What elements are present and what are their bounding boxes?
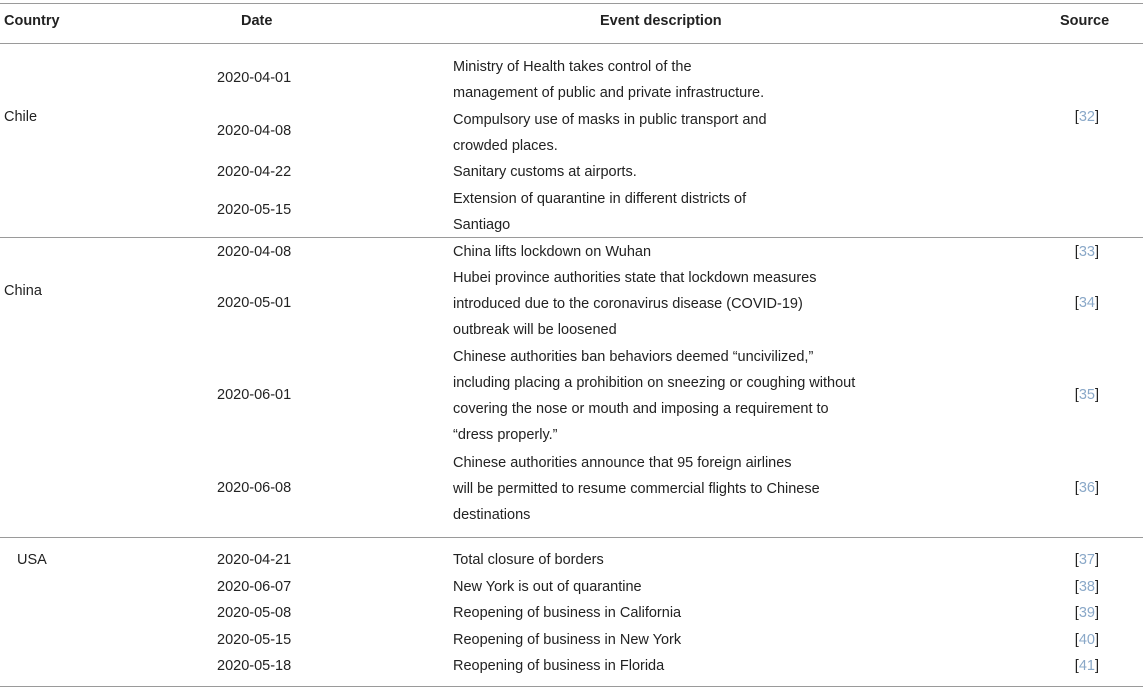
date-cell: 2020-04-22 (217, 164, 292, 180)
event-line: crowded places. (453, 138, 558, 154)
date-cell: 2020-05-18 (217, 658, 292, 674)
event-line: Reopening of business in California (453, 605, 682, 621)
source-link[interactable]: 39 (1078, 605, 1095, 621)
date-cell: 2020-04-08 (217, 123, 292, 139)
event-line: “dress properly.” (453, 427, 558, 443)
date-cell: 2020-05-15 (217, 632, 292, 648)
event-line: Santiago (453, 217, 511, 233)
date-cell: 2020-06-08 (217, 480, 292, 496)
country-china: China (4, 283, 42, 299)
header-date: Date (241, 13, 273, 29)
table-top-rule (0, 3, 1143, 4)
event-line: outbreak will be loosened (453, 322, 617, 338)
event-line: destinations (453, 507, 531, 523)
date-cell: 2020-05-15 (217, 202, 292, 218)
date-cell: 2020-04-21 (217, 552, 292, 568)
source-link[interactable]: 37 (1078, 552, 1095, 568)
source-ref[interactable]: [35] (1074, 387, 1099, 403)
event-line: Ministry of Health takes control of the (453, 59, 692, 75)
event-line: Extension of quarantine in different districts of (453, 191, 747, 207)
header-country: Country (4, 13, 60, 29)
event-line: including placing a prohibition on sneezing or coughing without (453, 375, 856, 391)
source-ref[interactable]: [37] (1074, 552, 1099, 568)
date-cell: 2020-04-08 (217, 244, 292, 260)
source-link[interactable]: 40 (1078, 632, 1095, 648)
event-line: Hubei province authorities state that lockdown measures (453, 270, 817, 286)
event-line: covering the nose or mouth and imposing a requirement to (453, 401, 829, 417)
source-ref[interactable]: [36] (1074, 480, 1099, 496)
group-rule (0, 237, 1143, 238)
event-line: New York is out of quarantine (453, 579, 642, 595)
source-link[interactable]: 33 (1078, 244, 1095, 260)
source-ref[interactable]: [34] (1074, 295, 1099, 311)
event-line: China lifts lockdown on Wuhan (453, 244, 652, 260)
header-source: Source (1060, 13, 1110, 29)
event-line: Chinese authorities ban behaviors deemed “uncivilized,” (453, 349, 814, 365)
date-cell: 2020-04-01 (217, 70, 292, 86)
table-bottom-rule (0, 686, 1143, 687)
event-line: introduced due to the coronavirus disease (COVID-19) (453, 296, 803, 312)
source-ref[interactable]: [33] (1074, 244, 1099, 260)
header-rule (0, 43, 1143, 44)
event-line: Total closure of borders (453, 552, 604, 568)
event-line: Chinese authorities announce that 95 foreign airlines (453, 455, 792, 471)
date-cell: 2020-05-08 (217, 605, 292, 621)
event-line: Reopening of business in Florida (453, 658, 665, 674)
event-line: Sanitary customs at airports. (453, 164, 637, 180)
source-ref[interactable]: [40] (1074, 632, 1099, 648)
country-chile: Chile (4, 109, 38, 125)
source-link[interactable]: 41 (1078, 658, 1095, 674)
country-usa: USA (17, 552, 47, 568)
source-link[interactable]: 36 (1078, 480, 1095, 496)
header-event: Event description (600, 13, 722, 29)
source-link[interactable]: 35 (1078, 387, 1095, 403)
date-cell: 2020-06-01 (217, 387, 292, 403)
event-line: Compulsory use of masks in public transport and (453, 112, 767, 128)
date-cell: 2020-05-01 (217, 295, 292, 311)
source-ref[interactable]: [32] (1074, 109, 1099, 125)
source-link[interactable]: 34 (1078, 295, 1095, 311)
source-link[interactable]: 38 (1078, 579, 1095, 595)
source-link[interactable]: 32 (1078, 109, 1095, 125)
event-line: Reopening of business in New York (453, 632, 682, 648)
group-rule (0, 537, 1143, 538)
event-line: management of public and private infrastructure. (453, 85, 765, 101)
source-ref[interactable]: [39] (1074, 605, 1099, 621)
source-ref[interactable]: [38] (1074, 579, 1099, 595)
date-cell: 2020-06-07 (217, 579, 292, 595)
source-ref[interactable]: [41] (1074, 658, 1099, 674)
event-line: will be permitted to resume commercial flights to Chinese (453, 481, 820, 497)
